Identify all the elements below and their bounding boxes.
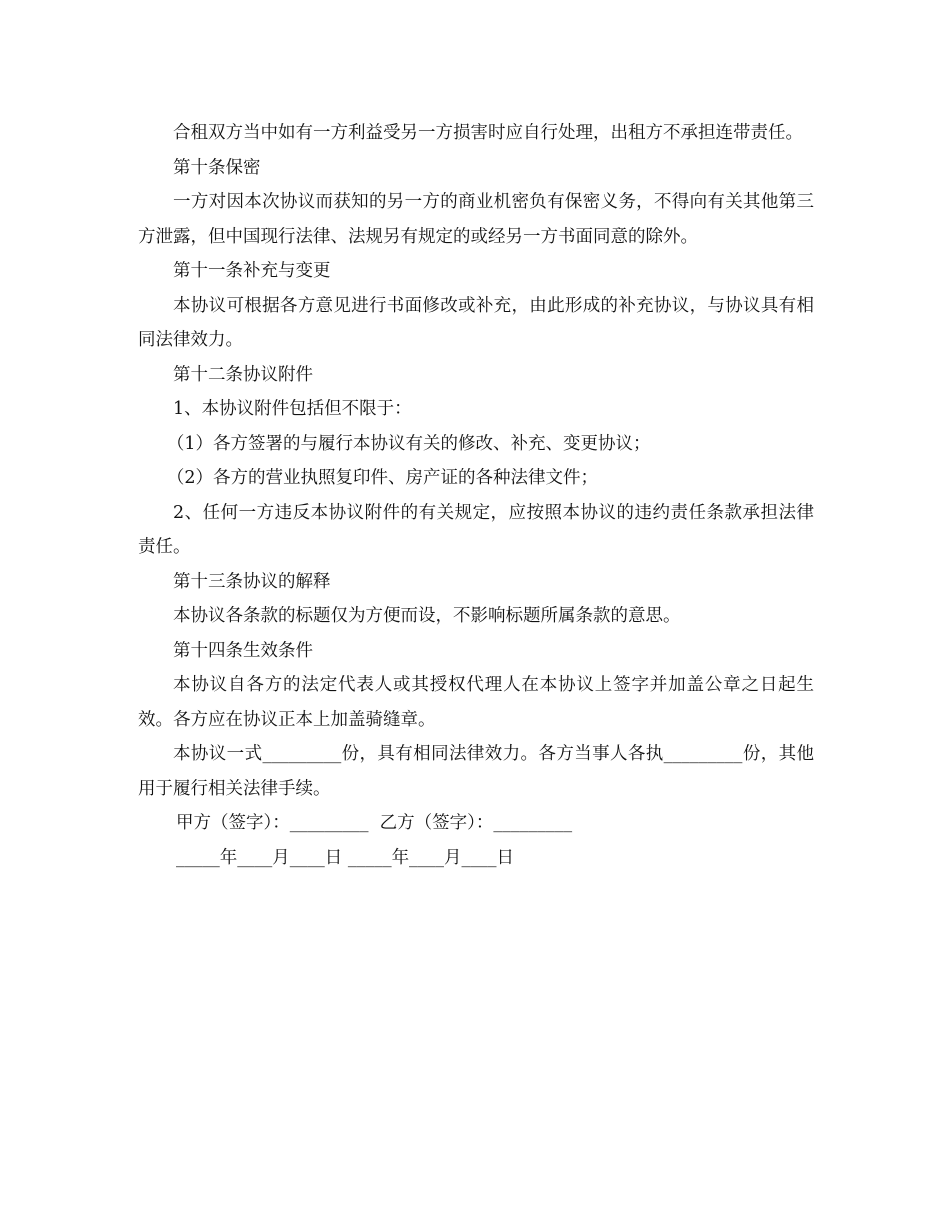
paragraph: 本协议一式_________份，具有相同法律效力。各方当事人各执_________份，其他用于履行相关法律手续。 xyxy=(138,744,814,799)
section-heading-interpretation: 第十三条协议的解释 xyxy=(173,571,331,592)
date-line: _____年____月____日 _____年____月____日 xyxy=(176,847,515,868)
section-heading-attachments: 第十二条协议附件 xyxy=(173,364,313,385)
list-item: （2）各方的营业执照复印件、房产证的各种法律文件； xyxy=(166,468,599,488)
list-item: 2、任何一方违反本协议附件的有关规定，应按照本协议的违约责任条款承担法律责任。 xyxy=(138,502,814,557)
paragraph: 本协议可根据各方意见进行书面修改或补充，由此形成的补充协议，与协议具有相同法律效力。 xyxy=(138,295,814,350)
paragraph: 一方对因本次协议而获知的另一方的商业机密负有保密义务，不得向有关其他第三方泄露，但中国现行法律、法规另有规定的或经另一方书面同意的除外。 xyxy=(138,192,814,247)
paragraph: 合租双方当中如有一方利益受另一方损害时应自行处理，出租方不承担连带责任。 xyxy=(173,123,803,143)
section-heading-amendment: 第十一条补充与变更 xyxy=(173,261,331,281)
section-heading-effectiveness: 第十四条生效条件 xyxy=(173,640,313,661)
list-item: 1、本协议附件包括但不限于： xyxy=(173,399,412,419)
paragraph: 本协议自各方的法定代表人或其授权代理人在本协议上签字并加盖公章之日起生效。各方应在协议正本上加盖骑缝章。 xyxy=(138,675,814,730)
section-heading-confidentiality: 第十条保密 xyxy=(173,157,261,178)
signature-line: 甲方（签字）：_________ 乙方（签字）：_________ xyxy=(176,813,573,833)
list-item: （1）各方签署的与履行本协议有关的修改、补充、变更协议； xyxy=(166,433,651,454)
document-body xyxy=(138,116,814,875)
paragraph: 本协议各条款的标题仅为方便而设，不影响标题所属条款的意思。 xyxy=(173,606,681,626)
